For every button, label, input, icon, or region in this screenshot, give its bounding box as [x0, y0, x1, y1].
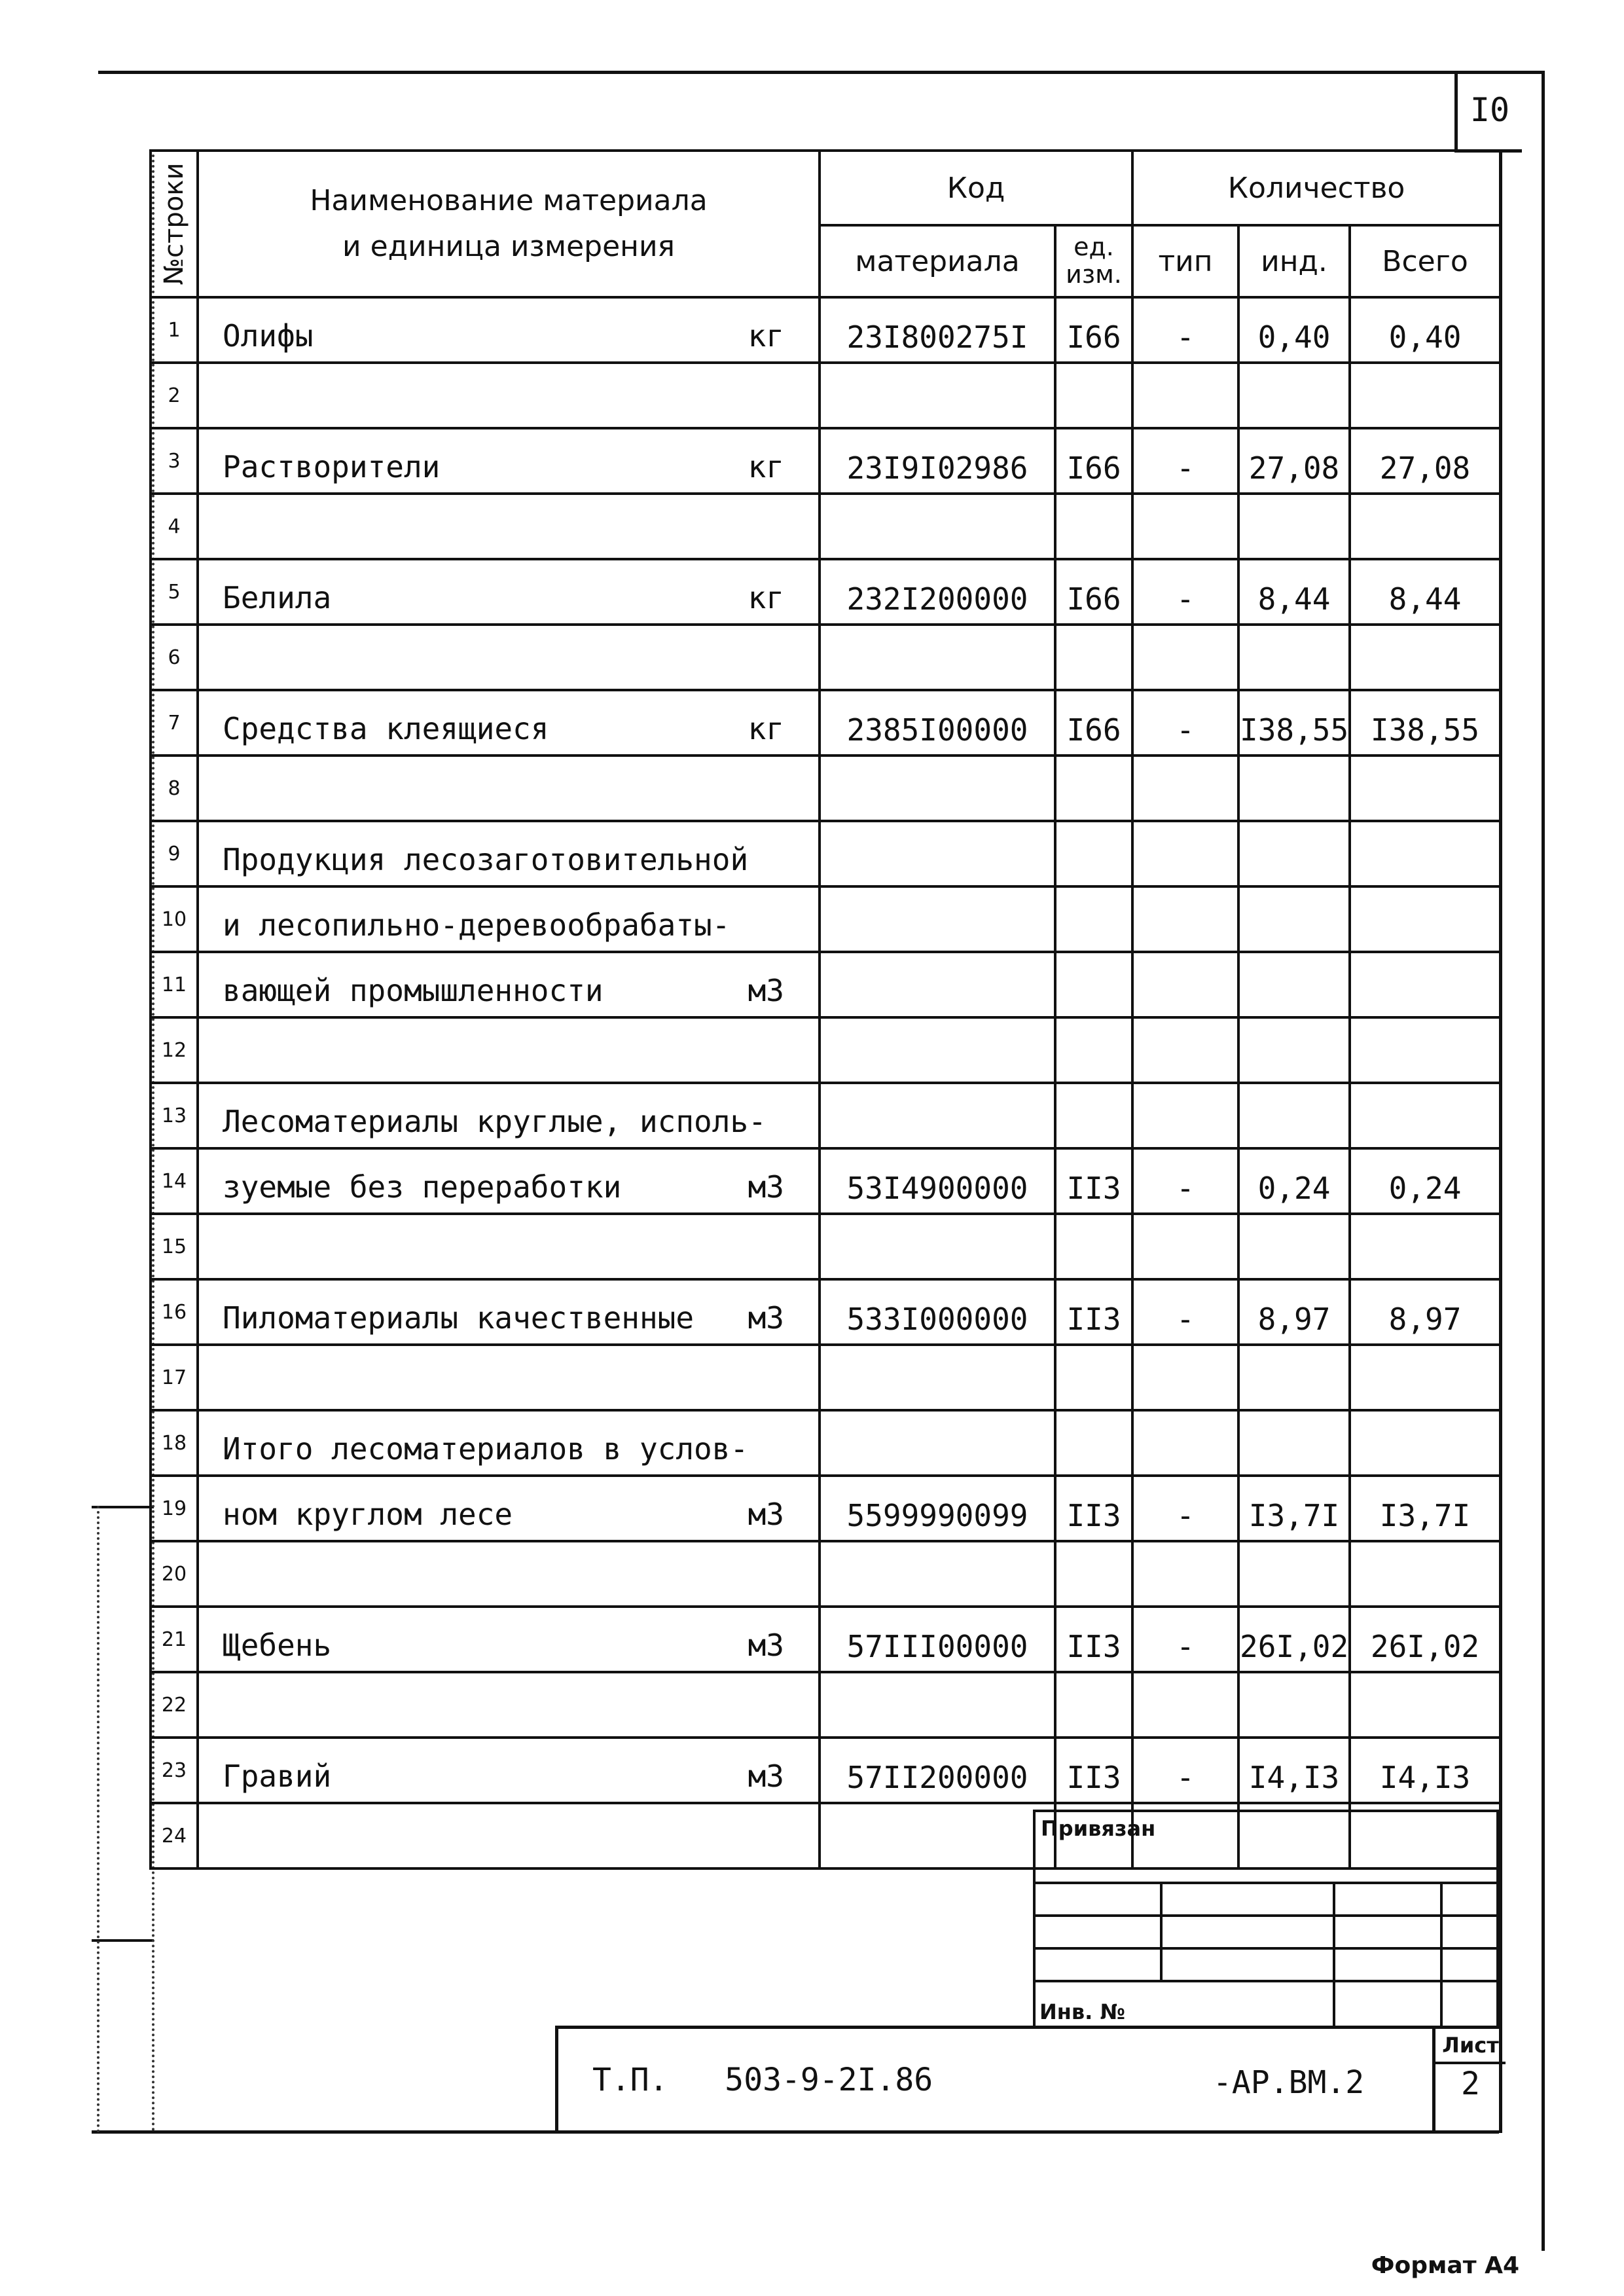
material-code	[820, 625, 1055, 690]
qty-type	[1132, 1410, 1238, 1476]
table-row	[151, 1148, 1500, 1214]
material-name-cell	[198, 1803, 820, 1868]
material-unit: кг	[748, 711, 784, 746]
qty-ind	[1238, 756, 1350, 821]
material-name-cell	[198, 690, 820, 756]
qty-total: I38,55	[1350, 690, 1500, 756]
qty-total: I3,7I	[1350, 1476, 1500, 1541]
row-number: 20	[151, 1541, 198, 1607]
material-name-cell	[198, 1410, 820, 1476]
table-row	[151, 1410, 1500, 1476]
material-name: Белила	[223, 580, 332, 615]
material-name-cell	[198, 494, 820, 559]
material-unit: кг	[748, 449, 784, 484]
row-number: 22	[151, 1672, 198, 1738]
material-name-cell	[198, 297, 820, 363]
material-code: 2385I00000	[820, 690, 1055, 756]
code-unit-header: ед. изм.	[1055, 225, 1132, 297]
qty-type	[1132, 363, 1238, 428]
qty-ind: 26I,02	[1238, 1607, 1350, 1672]
material-unit: м3	[748, 973, 784, 1008]
table-row	[151, 1607, 1500, 1672]
table-row	[151, 494, 1500, 559]
unit-code: II3	[1055, 1476, 1132, 1541]
qty-type	[1132, 821, 1238, 886]
code-material-header: материала	[820, 225, 1055, 297]
qty-type: -	[1132, 1738, 1238, 1803]
unit-code	[1055, 1410, 1132, 1476]
material-name-cell	[198, 886, 820, 952]
table-row	[151, 1083, 1500, 1148]
qty-ind: 0,24	[1238, 1148, 1350, 1214]
material-code	[820, 1345, 1055, 1410]
material-name-cell	[198, 1017, 820, 1083]
material-unit: м3	[748, 1628, 784, 1663]
qty-total	[1350, 363, 1500, 428]
material-name: Продукция лесозаготовительной	[223, 842, 749, 877]
qty-type: -	[1132, 690, 1238, 756]
qty-total	[1350, 1345, 1500, 1410]
table-row	[151, 886, 1500, 952]
table-row	[151, 1279, 1500, 1345]
row-number: 17	[151, 1345, 198, 1410]
qty-ind	[1238, 363, 1350, 428]
qty-total: I4,I3	[1350, 1738, 1500, 1803]
qty-type-header: тип	[1132, 225, 1238, 297]
material-name-cell	[198, 1345, 820, 1410]
material-code	[820, 1214, 1055, 1279]
qty-type: -	[1132, 1279, 1238, 1345]
qty-ind-header: инд.	[1238, 225, 1350, 297]
table-row	[151, 1476, 1500, 1541]
table-row	[151, 1541, 1500, 1607]
code-header: Код	[820, 151, 1132, 225]
qty-type	[1132, 1214, 1238, 1279]
attached-label: Привязан	[1041, 1816, 1156, 1841]
row-number: 13	[151, 1083, 198, 1148]
material-code	[820, 821, 1055, 886]
unit-code: I66	[1055, 559, 1132, 625]
qty-type: -	[1132, 559, 1238, 625]
unit-code	[1055, 363, 1132, 428]
qty-type	[1132, 494, 1238, 559]
material-name-cell	[198, 1476, 820, 1541]
row-number: 7	[151, 690, 198, 756]
qty-total	[1350, 886, 1500, 952]
row-number: 2	[151, 363, 198, 428]
material-code: 533I000000	[820, 1279, 1055, 1345]
qty-type	[1132, 952, 1238, 1017]
table-row	[151, 363, 1500, 428]
material-code	[820, 952, 1055, 1017]
qty-type	[1132, 1672, 1238, 1738]
material-code: 23I9I02986	[820, 428, 1055, 494]
material-code	[820, 494, 1055, 559]
unit-code: I66	[1055, 297, 1132, 363]
material-code	[820, 1017, 1055, 1083]
unit-code: II3	[1055, 1607, 1132, 1672]
qty-type: -	[1132, 1607, 1238, 1672]
unit-code	[1055, 1017, 1132, 1083]
unit-code	[1055, 952, 1132, 1017]
qty-total: 0,40	[1350, 297, 1500, 363]
material-name: вающей промышленности	[223, 973, 604, 1008]
qty-ind	[1238, 886, 1350, 952]
qty-total: 0,24	[1350, 1148, 1500, 1214]
row-number: 11	[151, 952, 198, 1017]
row-number: 19	[151, 1476, 198, 1541]
row-number: 21	[151, 1607, 198, 1672]
qty-type	[1132, 756, 1238, 821]
sheet-box	[1432, 2029, 1506, 2134]
table-row	[151, 756, 1500, 821]
qty-total	[1350, 625, 1500, 690]
qty-type	[1132, 625, 1238, 690]
qty-ind	[1238, 1345, 1350, 1410]
material-code: 5599990099	[820, 1476, 1055, 1541]
material-name-cell	[198, 559, 820, 625]
qty-total: 26I,02	[1350, 1607, 1500, 1672]
row-number: 3	[151, 428, 198, 494]
row-number: 9	[151, 821, 198, 886]
material-name-cell	[198, 1148, 820, 1214]
material-name-cell	[198, 1672, 820, 1738]
unit-code	[1055, 1672, 1132, 1738]
left-stub-line-2	[92, 1939, 154, 1942]
material-name-cell	[198, 821, 820, 886]
material-code	[820, 1672, 1055, 1738]
unit-code: I66	[1055, 428, 1132, 494]
row-number: 18	[151, 1410, 198, 1476]
unit-code	[1055, 886, 1132, 952]
row-number: 12	[151, 1017, 198, 1083]
qty-ind	[1238, 1672, 1350, 1738]
material-name: Щебень	[223, 1628, 332, 1663]
material-code: 232I200000	[820, 559, 1055, 625]
material-code	[820, 1803, 1055, 1868]
material-code: 53I4900000	[820, 1148, 1055, 1214]
qty-type: -	[1132, 1148, 1238, 1214]
unit-code	[1055, 1345, 1132, 1410]
page-number: I0	[1454, 71, 1522, 153]
qty-type	[1132, 1541, 1238, 1607]
table-row	[151, 952, 1500, 1017]
material-name: Растворители	[223, 449, 441, 484]
qty-total-header: Всего	[1350, 225, 1500, 297]
material-name-cell	[198, 1738, 820, 1803]
table-row	[151, 821, 1500, 886]
qty-total: 8,44	[1350, 559, 1500, 625]
material-name: и лесопильно-деревообрабаты-	[223, 907, 731, 943]
row-number-header: №строки	[151, 151, 198, 297]
binding-strip-dotted	[97, 1506, 99, 2133]
row-number: 24	[151, 1803, 198, 1868]
qty-ind	[1238, 625, 1350, 690]
qty-total	[1350, 1672, 1500, 1738]
qty-ind	[1238, 1017, 1350, 1083]
drawing-code: -АР.ВМ.2	[1213, 2064, 1365, 2101]
unit-code	[1055, 756, 1132, 821]
material-name-cell	[198, 363, 820, 428]
format-label: Формат А4	[1371, 2252, 1519, 2279]
qty-total	[1350, 1017, 1500, 1083]
table-row	[151, 690, 1500, 756]
qty-total	[1350, 1410, 1500, 1476]
table-row	[151, 297, 1500, 363]
table-row	[151, 1672, 1500, 1738]
qty-total: 27,08	[1350, 428, 1500, 494]
row-number: 23	[151, 1738, 198, 1803]
qty-ind: I38,55	[1238, 690, 1350, 756]
qty-ind: 8,44	[1238, 559, 1350, 625]
material-code	[820, 756, 1055, 821]
qty-type	[1132, 1345, 1238, 1410]
row-number: 16	[151, 1279, 198, 1345]
left-stub-line	[92, 1506, 154, 1508]
qty-type: -	[1132, 297, 1238, 363]
stamp-block	[1033, 1810, 1499, 2028]
table-row	[151, 1738, 1500, 1803]
material-name: Итого лесоматериалов в услов-	[223, 1431, 749, 1467]
unit-code	[1055, 625, 1132, 690]
material-unit: м3	[748, 1758, 784, 1794]
material-unit: кг	[748, 580, 784, 615]
qty-ind: 0,40	[1238, 297, 1350, 363]
material-name: Средства клеящиеся	[223, 711, 549, 746]
sheet-number: 2	[1461, 2066, 1480, 2102]
table-row	[151, 1214, 1500, 1279]
qty-ind	[1238, 821, 1350, 886]
unit-code	[1055, 1214, 1132, 1279]
qty-ind: I3,7I	[1238, 1476, 1350, 1541]
table-row	[151, 1017, 1500, 1083]
material-name-cell	[198, 1607, 820, 1672]
qty-type: -	[1132, 1476, 1238, 1541]
unit-code	[1055, 494, 1132, 559]
material-code	[820, 886, 1055, 952]
table-row	[151, 625, 1500, 690]
unit-code: II3	[1055, 1738, 1132, 1803]
qty-ind	[1238, 1214, 1350, 1279]
qty-total	[1350, 821, 1500, 886]
qty-type	[1132, 1017, 1238, 1083]
material-unit: м3	[748, 1169, 784, 1205]
material-unit: м3	[748, 1300, 784, 1336]
material-name-cell	[198, 1541, 820, 1607]
row-number: 4	[151, 494, 198, 559]
material-name-cell	[198, 1083, 820, 1148]
qty-total	[1350, 1541, 1500, 1607]
title-block	[555, 2026, 1502, 2134]
table-row	[151, 559, 1500, 625]
row-number: 5	[151, 559, 198, 625]
material-name-cell	[198, 1279, 820, 1345]
row-number: 14	[151, 1148, 198, 1214]
material-code: 57II200000	[820, 1738, 1055, 1803]
qty-ind: 8,97	[1238, 1279, 1350, 1345]
unit-code: II3	[1055, 1279, 1132, 1345]
unit-code: II3	[1055, 1148, 1132, 1214]
material-code	[820, 1541, 1055, 1607]
qty-total	[1350, 494, 1500, 559]
row-number: 10	[151, 886, 198, 952]
qty-total	[1350, 756, 1500, 821]
row-number: 8	[151, 756, 198, 821]
unit-code: I66	[1055, 690, 1132, 756]
unit-code	[1055, 821, 1132, 886]
material-code: 57III00000	[820, 1607, 1055, 1672]
material-code	[820, 1410, 1055, 1476]
material-code	[820, 363, 1055, 428]
qty-ind: I4,I3	[1238, 1738, 1350, 1803]
material-name-header: Наименование материала и единица измерения	[198, 151, 820, 297]
qty-ind	[1238, 494, 1350, 559]
material-name: ном круглом лесе	[223, 1497, 513, 1532]
qty-ind	[1238, 1410, 1350, 1476]
right-border-line	[1542, 71, 1545, 2251]
inv-label: Инв. №	[1039, 1999, 1125, 2024]
project-designation: Т.П. 503-9-2I.86	[592, 2062, 933, 2098]
row-number: 15	[151, 1214, 198, 1279]
material-name-cell	[198, 1214, 820, 1279]
sheet-label: Лист	[1435, 2029, 1506, 2064]
material-name: Лесоматериалы круглые, исполь-	[223, 1104, 767, 1139]
row-number: 6	[151, 625, 198, 690]
unit-code	[1055, 1541, 1132, 1607]
qty-ind	[1238, 952, 1350, 1017]
top-border-line	[98, 71, 1545, 74]
table-body	[151, 297, 1500, 1868]
unit-code	[1055, 1083, 1132, 1148]
material-name: Гравий	[223, 1758, 332, 1794]
qty-ind	[1238, 1541, 1350, 1607]
material-name: Олифы	[223, 318, 314, 354]
table-row	[151, 428, 1500, 494]
material-code: 23I800275I	[820, 297, 1055, 363]
row-number: 1	[151, 297, 198, 363]
material-name-cell	[198, 952, 820, 1017]
qty-type	[1132, 886, 1238, 952]
material-unit: кг	[748, 318, 784, 354]
quantity-header: Количество	[1132, 151, 1500, 225]
qty-total: 8,97	[1350, 1279, 1500, 1345]
material-unit: м3	[748, 1497, 784, 1532]
material-name: зуемые без переработки	[223, 1169, 622, 1205]
table-row	[151, 1345, 1500, 1410]
qty-type: -	[1132, 428, 1238, 494]
material-code	[820, 1083, 1055, 1148]
qty-total	[1350, 1214, 1500, 1279]
qty-total	[1350, 1083, 1500, 1148]
qty-total	[1350, 952, 1500, 1017]
material-name-cell	[198, 625, 820, 690]
materials-table	[149, 149, 1502, 1870]
material-name-cell	[198, 428, 820, 494]
qty-ind	[1238, 1083, 1350, 1148]
qty-type	[1132, 1083, 1238, 1148]
material-name: Пиломатериалы качественные	[223, 1300, 695, 1336]
material-name-cell	[198, 756, 820, 821]
qty-ind: 27,08	[1238, 428, 1350, 494]
